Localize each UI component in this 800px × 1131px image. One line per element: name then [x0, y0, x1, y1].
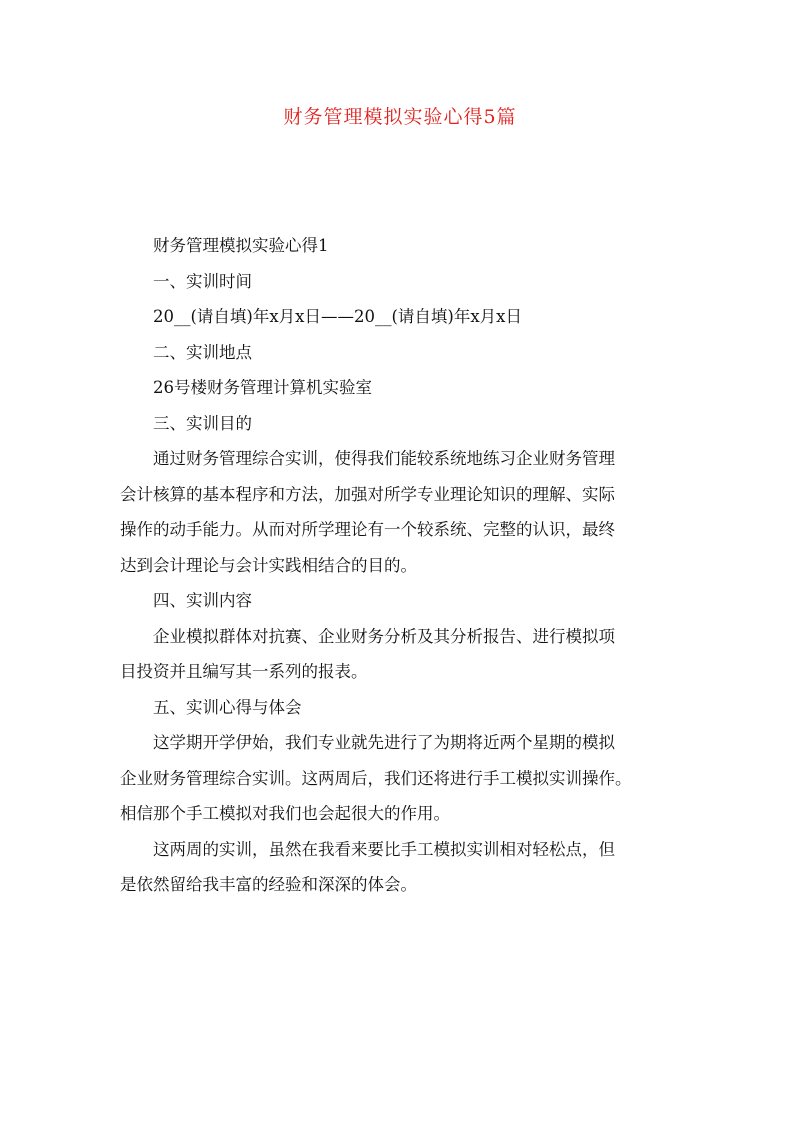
text-line: 二、实训地点 [153, 342, 252, 362]
paragraph-experience-1 [120, 725, 686, 832]
text-line: 三、实训目的 [153, 413, 252, 433]
text-line: 是依然留给我丰富的经验和深深的体会。 [120, 875, 417, 894]
paragraph-section-4 [120, 583, 686, 619]
text-line: 企业模拟群体对抗赛、企业财务分析及其分析报告、进行模拟项 [153, 626, 615, 646]
paragraph-heading-1 [120, 228, 686, 264]
paragraph-section-5 [120, 690, 686, 726]
text-line: 20__(请自填)年x月x日——20__(请自填)年x月x日 [153, 307, 522, 326]
paragraph-section-1 [120, 264, 686, 300]
text-line: 企业财务管理综合实训。这两周后，我们还将进行手工模拟实训操作。 [120, 768, 632, 788]
paragraph-content [120, 619, 686, 690]
text-line: 这学期开学伊始，我们专业就先进行了为期将近两个星期的模拟 [153, 733, 615, 752]
paragraph-section-2 [120, 335, 686, 371]
text-line: 26号楼财务管理计算机实验室 [153, 378, 372, 397]
document-body [120, 228, 686, 903]
text-line: 相信那个手工模拟对我们也会起很大的作用。 [120, 804, 450, 823]
text-line: 一、实训时间 [153, 271, 252, 291]
text-line: 四、实训内容 [153, 591, 252, 610]
text-line: 这两周的实训，虽然在我看来要比手工模拟实训相对轻松点，但 [153, 839, 615, 859]
paragraph-location [120, 370, 686, 406]
text-line: 通过财务管理综合实训，使得我们能较系统地练习企业财务管理 [153, 449, 615, 468]
text-line: 会计核算的基本程序和方法，加强对所学专业理论知识的理解、实际 [120, 484, 615, 504]
document-title: 财务管理模拟实验心得5篇 [283, 106, 517, 128]
paragraph-time [120, 299, 686, 335]
paragraph-purpose [120, 441, 686, 583]
paragraph-section-3 [120, 406, 686, 442]
text-line: 操作的动手能力。从而对所学理论有一个较系统、完整的认识，最终 [120, 520, 615, 539]
text-line: 目投资并且编写其一系列的报表。 [120, 662, 368, 681]
text-line: 达到会计理论与会计实践相结合的目的。 [120, 555, 417, 575]
paragraph-experience-2 [120, 832, 686, 903]
text-line: 五、实训心得与体会 [153, 697, 302, 717]
text-line: 财务管理模拟实验心得1 [153, 236, 329, 255]
